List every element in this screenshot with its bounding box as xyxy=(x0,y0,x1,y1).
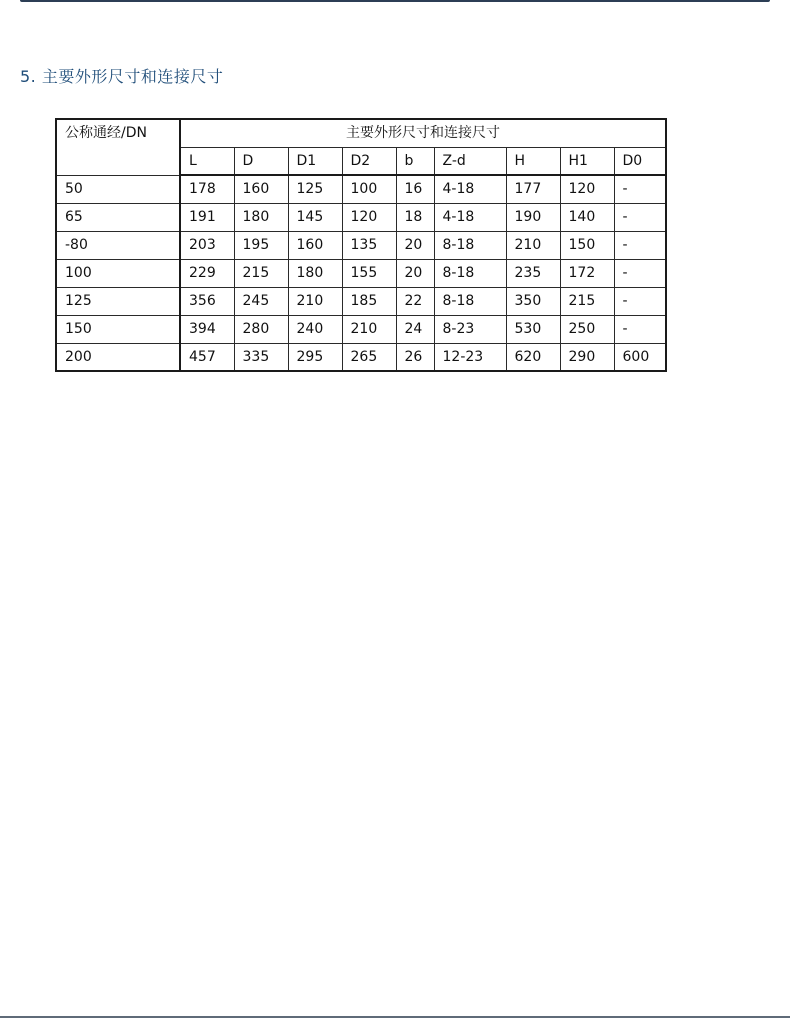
table-cell: 356 xyxy=(180,287,234,315)
table-cell: 178 xyxy=(180,175,234,203)
table-cell: 145 xyxy=(288,203,342,231)
dn-column-header: 公称通经/DN xyxy=(56,119,180,175)
table-cell: 177 xyxy=(506,175,560,203)
dimensions-group-header: 主要外形尺寸和连接尺寸 xyxy=(180,119,666,147)
table-cell: 180 xyxy=(288,259,342,287)
table-cell: 191 xyxy=(180,203,234,231)
table-cell: 18 xyxy=(396,203,434,231)
table-cell: 8-18 xyxy=(434,259,506,287)
table-header-row xyxy=(56,119,666,147)
table-cell: 195 xyxy=(234,231,288,259)
table-cell: 235 xyxy=(506,259,560,287)
table-cell-dn: 150 xyxy=(56,315,180,343)
table-body xyxy=(56,119,666,371)
table-cell: - xyxy=(614,203,666,231)
table-cell: 265 xyxy=(342,343,396,371)
table-cell: 22 xyxy=(396,287,434,315)
table-cell-dn: 125 xyxy=(56,287,180,315)
table-cell: 26 xyxy=(396,343,434,371)
column-header-d1: D1 xyxy=(288,147,342,175)
top-divider xyxy=(20,0,770,2)
column-header-h: H xyxy=(506,147,560,175)
table-cell: - xyxy=(614,315,666,343)
table-cell: 210 xyxy=(288,287,342,315)
table-cell-dn: 65 xyxy=(56,203,180,231)
table-cell: 600 xyxy=(614,343,666,371)
table-cell: 210 xyxy=(342,315,396,343)
table-cell: - xyxy=(614,231,666,259)
table-cell: 12-23 xyxy=(434,343,506,371)
table-cell: 245 xyxy=(234,287,288,315)
table-cell-dn: 200 xyxy=(56,343,180,371)
table-cell: 8-23 xyxy=(434,315,506,343)
column-header-d2: D2 xyxy=(342,147,396,175)
table-cell: 172 xyxy=(560,259,614,287)
table-cell: 4-18 xyxy=(434,203,506,231)
dimensions-table xyxy=(55,118,667,372)
table-cell: 215 xyxy=(234,259,288,287)
table-cell: 160 xyxy=(288,231,342,259)
table-cell: 229 xyxy=(180,259,234,287)
table-cell-dn: -80 xyxy=(56,231,180,259)
table-cell: 125 xyxy=(288,175,342,203)
table-cell: 150 xyxy=(560,231,614,259)
table-cell: 394 xyxy=(180,315,234,343)
table-cell: 620 xyxy=(506,343,560,371)
table-cell: - xyxy=(614,259,666,287)
table-cell: - xyxy=(614,175,666,203)
table-cell: 457 xyxy=(180,343,234,371)
table-cell-dn: 100 xyxy=(56,259,180,287)
table-cell: 350 xyxy=(506,287,560,315)
table-cell: 140 xyxy=(560,203,614,231)
section-heading: 5. 主要外形尺寸和连接尺寸 xyxy=(20,67,224,86)
table-cell: 210 xyxy=(506,231,560,259)
table-cell: 335 xyxy=(234,343,288,371)
table-cell: - xyxy=(614,287,666,315)
table-cell: 100 xyxy=(342,175,396,203)
table-cell: 120 xyxy=(342,203,396,231)
column-header-d0: D0 xyxy=(614,147,666,175)
table-cell: 190 xyxy=(506,203,560,231)
table-cell: 8-18 xyxy=(434,287,506,315)
table-row xyxy=(56,287,666,315)
table-cell-dn: 50 xyxy=(56,175,180,203)
column-header-b: b xyxy=(396,147,434,175)
table-cell: 203 xyxy=(180,231,234,259)
table-cell: 250 xyxy=(560,315,614,343)
table-row xyxy=(56,343,666,371)
column-header-l: L xyxy=(180,147,234,175)
column-header-d: D xyxy=(234,147,288,175)
table-cell: 290 xyxy=(560,343,614,371)
table-row xyxy=(56,203,666,231)
table-row xyxy=(56,315,666,343)
bottom-divider xyxy=(0,1016,790,1018)
table-cell: 185 xyxy=(342,287,396,315)
table-cell: 155 xyxy=(342,259,396,287)
column-header-zd: Z-d xyxy=(434,147,506,175)
table-cell: 530 xyxy=(506,315,560,343)
table-cell: 215 xyxy=(560,287,614,315)
table-row xyxy=(56,175,666,203)
table-cell: 16 xyxy=(396,175,434,203)
table-cell: 24 xyxy=(396,315,434,343)
column-header-h1: H1 xyxy=(560,147,614,175)
table-cell: 20 xyxy=(396,231,434,259)
table-cell: 8-18 xyxy=(434,231,506,259)
table-cell: 120 xyxy=(560,175,614,203)
table-cell: 160 xyxy=(234,175,288,203)
table-row xyxy=(56,231,666,259)
table-row xyxy=(56,259,666,287)
table-cell: 135 xyxy=(342,231,396,259)
table-cell: 280 xyxy=(234,315,288,343)
table-cell: 180 xyxy=(234,203,288,231)
table-cell: 240 xyxy=(288,315,342,343)
table-cell: 20 xyxy=(396,259,434,287)
table-cell: 295 xyxy=(288,343,342,371)
table-cell: 4-18 xyxy=(434,175,506,203)
